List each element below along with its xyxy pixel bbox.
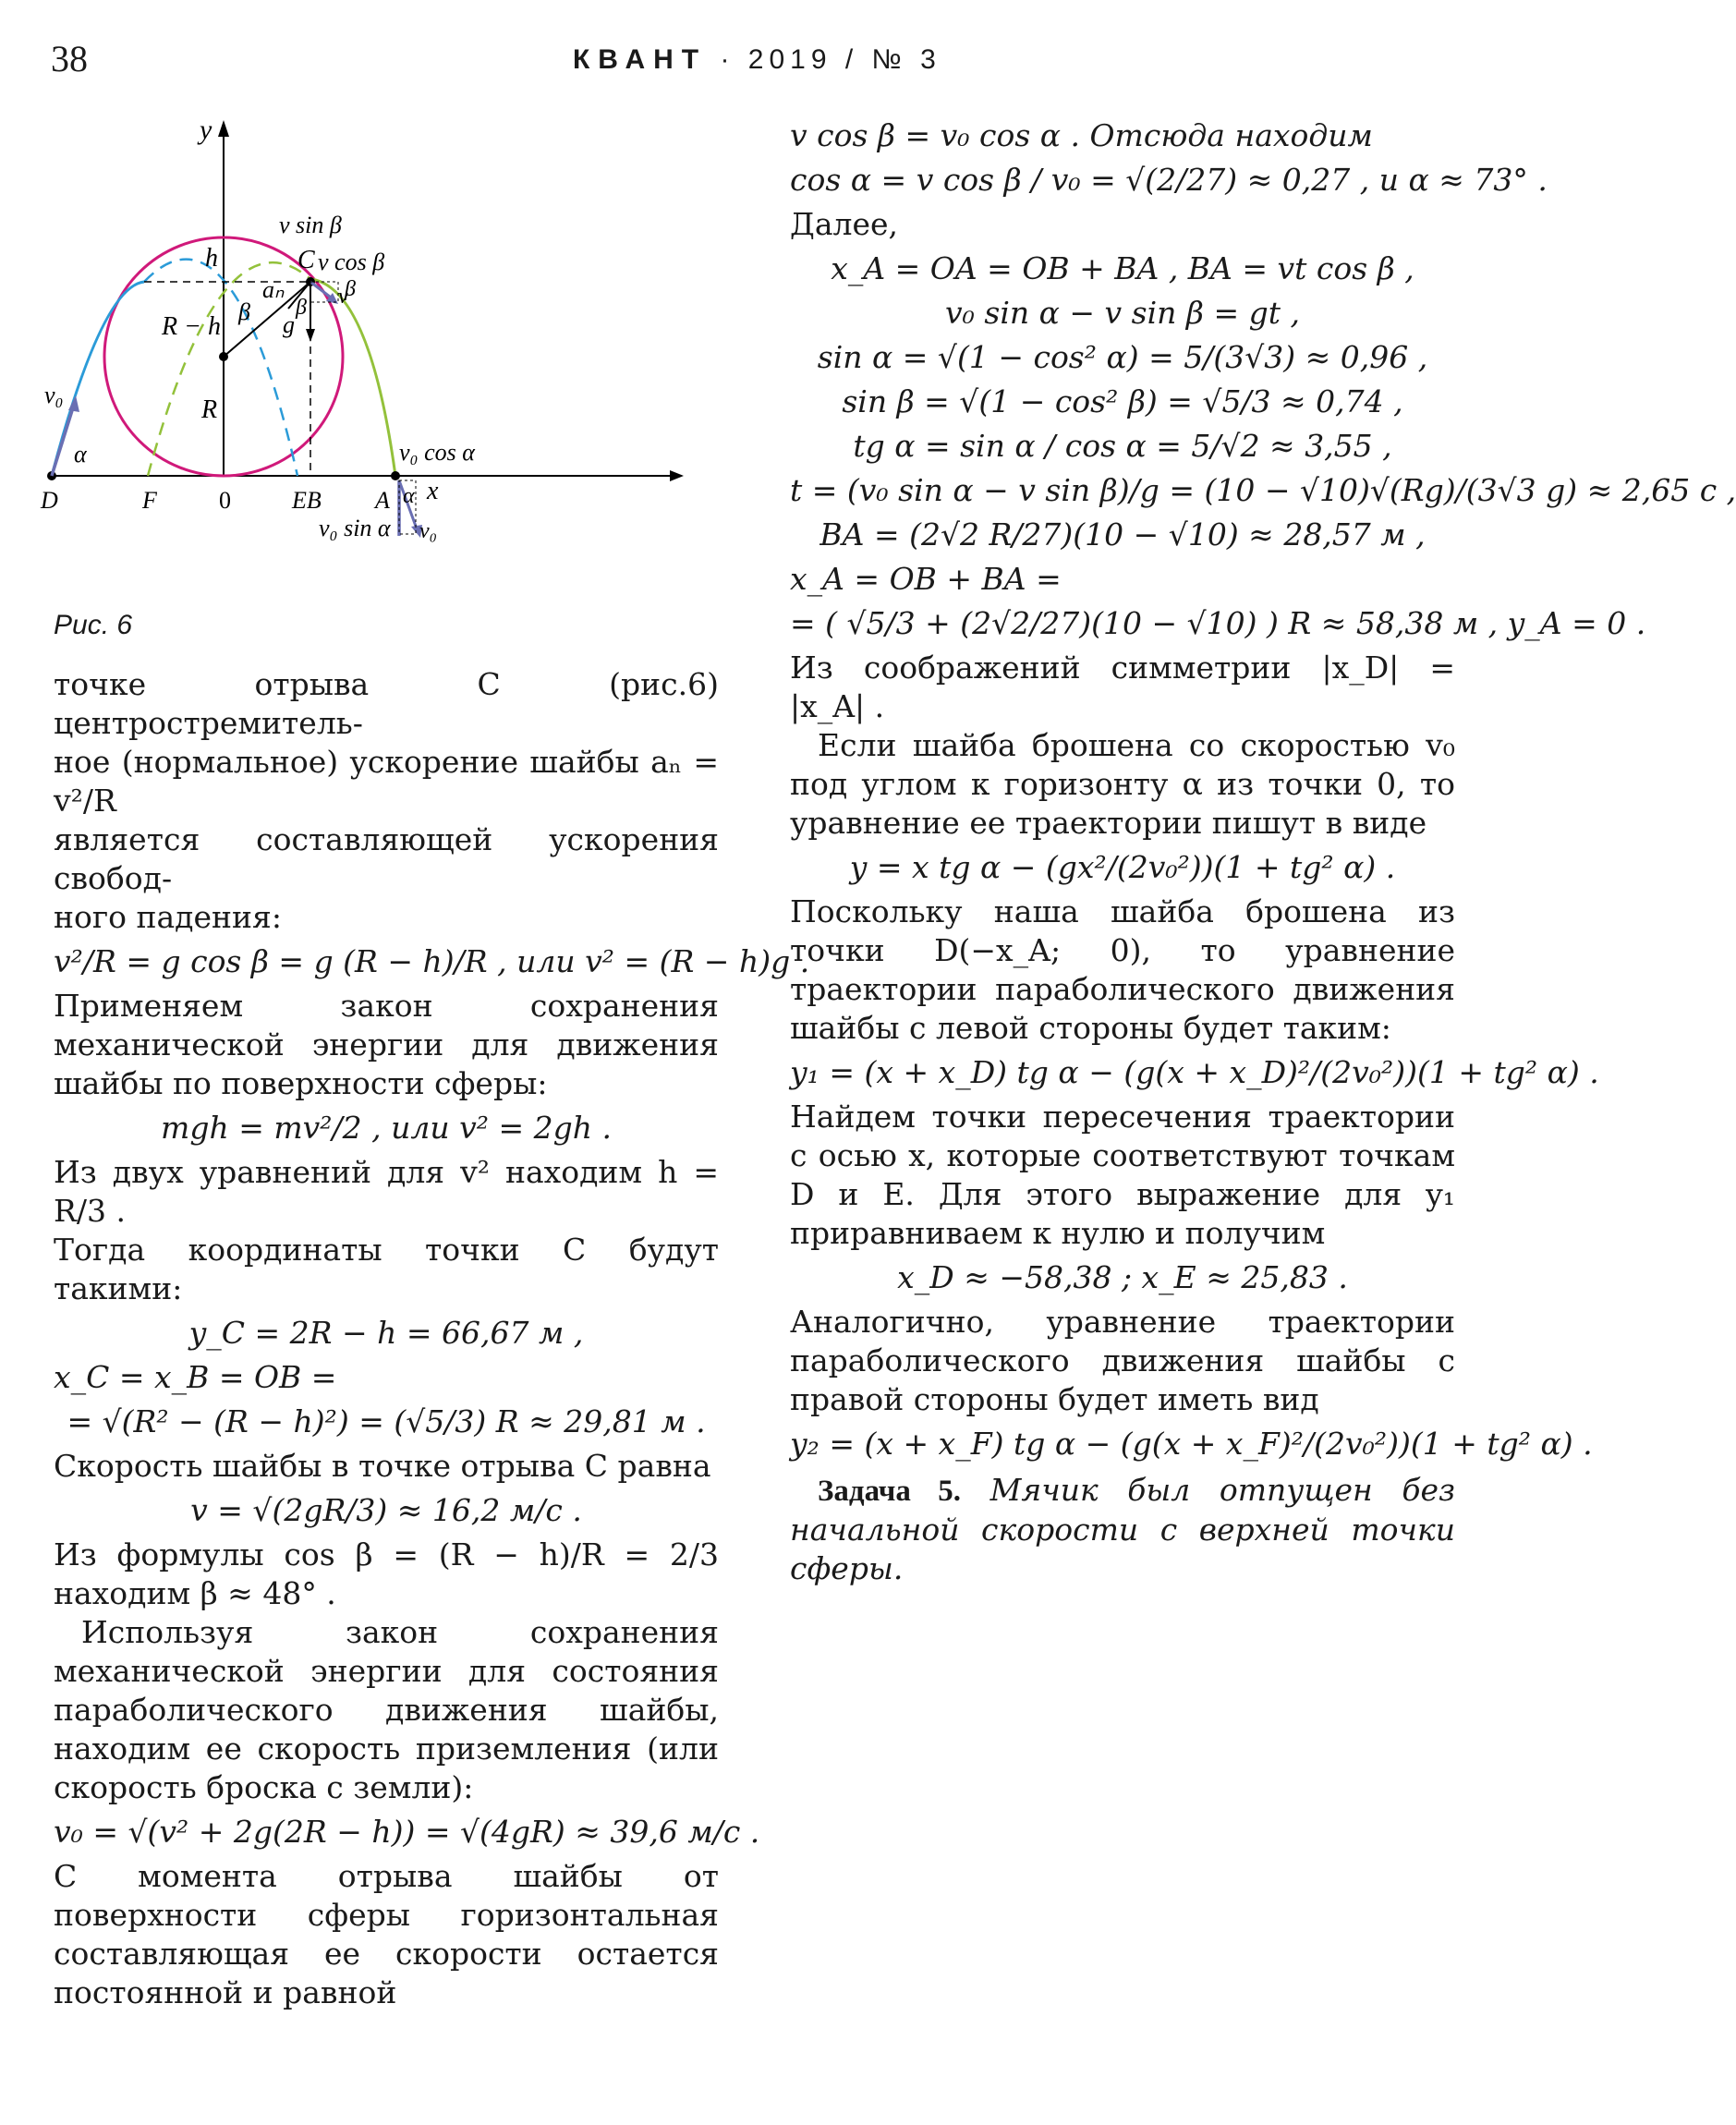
label-eb: EB (292, 487, 322, 514)
paragraph: является составляющей ускорения свобод- (54, 821, 719, 896)
label-origin: 0 (219, 487, 231, 514)
journal-header (573, 44, 941, 76)
label-f: F (142, 487, 157, 514)
paragraph: Из формулы cos β = (R − h)/R = 2/3 находим β ≈ 48° . (54, 1536, 719, 1611)
label-c: C (297, 246, 315, 274)
paragraph: точке отрыва C (рис.6) центростремитель- (54, 666, 719, 741)
task-5-label: Задача 5. (818, 1475, 961, 1508)
label-v-cos-beta: v cos β (318, 249, 385, 275)
equation: y = x tg α − (gx²/(2v₀²))(1 + tg² α) . (849, 849, 1396, 885)
equation: y₁ = (x + x_D) tg α − (g(x + x_D)²/(2v₀²))(1 + tg² α) . (790, 1054, 1599, 1090)
blue-trajectory (52, 282, 144, 476)
label-x: x (427, 477, 439, 505)
label-v-sin-beta: v sin β (279, 212, 342, 238)
equation: = ( √5/3 + (2√2/27)(10 − √10) ) R ≈ 58,38 м , y_A = 0 . (790, 605, 1646, 641)
left-column (54, 665, 810, 2012)
paragraph: Из соображений симметрии |x_D| = |x_A| . (790, 650, 1455, 724)
equation: = √(R² − (R − h)²) = (√5/3) R ≈ 29,81 м . (67, 1403, 706, 1439)
label-beta-v: β (345, 277, 356, 301)
label-v0-left: v₀ (44, 382, 64, 408)
equation: x_A = OA = OB + BA , BA = vt cos β , (831, 250, 1414, 286)
label-an: aₙ (262, 276, 285, 303)
equation: v = √(2gR/3) ≈ 16,2 м/с . (190, 1492, 582, 1528)
paragraph: Если шайба брошена со скоростью v₀ под углом к горизонту α из точки 0, то уравнение ее траектории пишут в виде (790, 727, 1455, 841)
equation: y_C = 2R − h = 66,67 м , (188, 1315, 584, 1351)
label-v: v (338, 285, 348, 309)
paragraph: Скорость шайбы в точке отрыва C равна (54, 1448, 711, 1484)
center-point (219, 352, 228, 361)
equation: sin α = √(1 − cos² α) = 5/(3√3) ≈ 0,96 , (817, 339, 1428, 375)
equation: x_A = OB + BA = (790, 561, 1062, 597)
equation: tg α = sin α / cos α = 5/√2 ≈ 3,55 , (853, 428, 1392, 464)
equation: sin β = √(1 − cos² β) = √5/3 ≈ 0,74 , (842, 383, 1403, 419)
equation: x_C = x_B = OB = (54, 1359, 337, 1395)
task-5-text: Мячик был отпущен без начальной скорости с верхней точки сферы. (790, 1472, 1455, 1586)
green-trajectory (310, 279, 395, 476)
paragraph: Используя закон сохранения механической энергии для состояния параболического движения шайбы, находим ее скорость приземления (или скорость броска с земли): (54, 1614, 719, 1805)
green-dashed-parabola (148, 262, 310, 476)
paragraph: С момента отрыва шайбы от поверхности сферы горизонтальная составляющая ее скорости остается постоянной и равной (54, 1858, 719, 2010)
paragraph: Из двух уравнений для v² находим h = R/3 . (54, 1154, 719, 1229)
label-v0-right: v₀ (419, 519, 437, 543)
x-axis-arrow (670, 470, 684, 481)
label-v0-cos-alpha: v₀ cos α (399, 439, 475, 466)
label-beta-center: β (238, 298, 250, 325)
figure-6 (37, 111, 721, 656)
label-beta-c: β (296, 296, 307, 320)
paragraph: ное (нормальное) ускорение шайбы aₙ = v²/R (54, 744, 719, 819)
paragraph: Поскольку наша шайба брошена из точки D(−x_A; 0), то уравнение траектории параболического движения шайбы с левой стороны будет таким: (790, 893, 1455, 1046)
label-r-minus-h: R − h (162, 312, 221, 341)
equation: cos α = v cos β / v₀ = √(2/27) ≈ 0,27 , и α ≈ 73° . (790, 162, 1548, 198)
equation: mgh = mv²/2 , или v² = 2gh . (161, 1110, 612, 1146)
right-column (790, 111, 1736, 1619)
equation: v²/R = g cos β = g (R − h)/R , или v² = (R − h)g . (54, 943, 810, 979)
equation: BA = (2√2 R/27)(10 − √10) ≈ 28,57 м , (819, 516, 1426, 552)
journal-name: КВАНТ (573, 44, 708, 75)
equation: t = (v₀ sin α − v sin β)/g = (10 − √10)√(Rg)/(3√3 g) ≈ 2,65 с , (790, 472, 1736, 508)
equation: v₀ sin α − v sin β = gt , (945, 295, 1300, 331)
label-h: h (205, 244, 218, 273)
label-d: D (41, 487, 58, 514)
equation: v cos β = v₀ cos α . Отсюда находим (790, 117, 1373, 153)
label-r: R (201, 395, 218, 424)
paragraph: Далее, (790, 206, 899, 242)
label-alpha-right: α (403, 484, 415, 508)
equation: x_D ≈ −58,38 ; x_E ≈ 25,83 . (897, 1259, 1348, 1295)
label-y: y (200, 115, 212, 145)
paragraph: Применяем закон сохранения механической энергии для движения шайбы по поверхности сферы: (54, 988, 719, 1101)
label-a: A (375, 487, 390, 514)
right-column-body (790, 116, 1736, 1463)
g-arrow (306, 329, 315, 342)
label-alpha-left: α (74, 441, 87, 468)
paragraph: Аналогично, уравнение траектории параболического движения шайбы с правой стороны будет иметь вид (790, 1304, 1455, 1417)
task-5 (790, 1471, 1455, 1588)
figure-caption: Рис. 6 (54, 610, 133, 640)
paragraph: Найдем точки пересечения траектории с осью x, которые соответствуют точкам D и E. Для этого выражение для y₁ приравниваем к нулю и получим (790, 1099, 1455, 1251)
paragraph: ного падения: (54, 899, 282, 935)
journal-issue: · 2019 / № 3 (720, 44, 941, 75)
v0-left-vector (52, 405, 74, 476)
equation: v₀ = √(v² + 2g(2R − h)) = √(4gR) ≈ 39,6 м/с . (54, 1814, 760, 1850)
point-a (391, 471, 400, 480)
y-axis-arrow (218, 120, 229, 137)
label-v0-sin-alpha: v₀ sin α (319, 515, 391, 541)
page-number: 38 (51, 38, 88, 79)
label-g: g (283, 311, 295, 338)
equation: y₂ = (x + x_F) tg α − (g(x + x_F)²/(2v₀²))(1 + tg² α) . (790, 1426, 1593, 1462)
paragraph: Тогда координаты точки C будут такими: (54, 1232, 719, 1306)
